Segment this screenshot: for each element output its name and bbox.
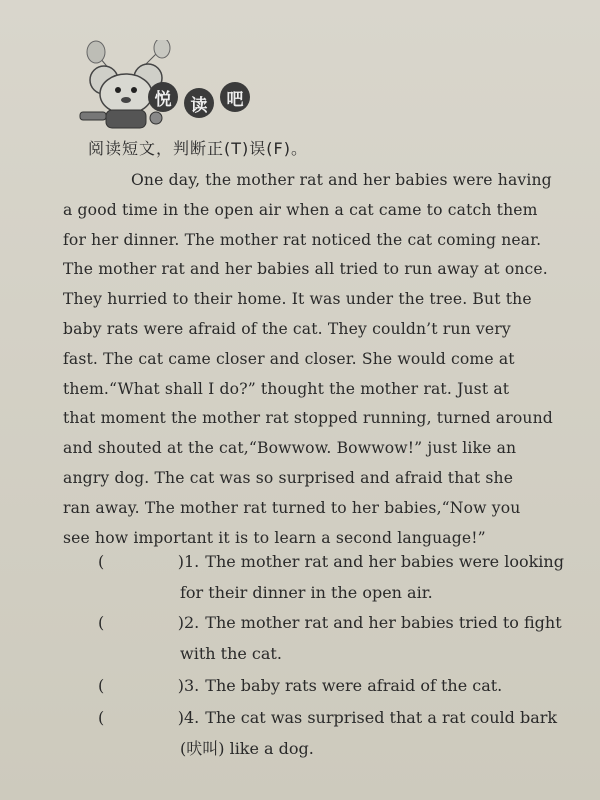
section-header [70,40,300,130]
question-2 [98,607,568,669]
passage-line: that moment the mother rat stopped running, turned around [63,409,553,428]
title-char-2: 读 [184,88,214,118]
passage-line: and shouted at the cat,“Bowwow. Bowwow!” just like an [63,439,517,458]
answer-blank[interactable]: ( ) [98,708,184,727]
instruction-text: 阅读短文，判断正(T)误(F)。 [88,139,308,158]
answer-blank[interactable]: ( ) [98,613,184,632]
question-number: 1. [184,552,200,571]
question-1 [98,546,568,608]
question-text-cont: with the cat. [180,644,282,663]
passage-line: for her dinner. The mother rat noticed the cat coming near. [63,230,542,249]
question-text-cont: for their dinner in the open air. [180,583,433,602]
passage-line: them.“What shall I do?” thought the mother rat. Just at [63,379,510,398]
question-4 [98,702,568,764]
reading-passage [63,166,563,553]
passage-line: ran away. The mother rat turned to her babies,“Now you [63,498,521,517]
title-char-3: 吧 [220,82,250,112]
passage-line: see how important it is to learn a second language!” [63,528,486,547]
passage-line: The mother rat and her babies all tried to run away at once. [63,260,548,279]
question-number: 2. [184,613,200,632]
passage-line: fast. The cat came closer and closer. She would come at [63,349,515,368]
answer-blank[interactable]: ( ) [98,676,184,695]
question-text: The mother rat and her babies were looking [205,552,564,571]
question-text-cont: (吠叫) like a dog. [180,739,314,758]
passage-line: a good time in the open air when a cat came to catch them [63,200,538,219]
section-title [148,82,250,116]
question-number: 4. [184,708,200,727]
question-number: 3. [184,676,200,695]
passage-line: baby rats were afraid of the cat. They couldn’t run very [63,319,511,338]
question-text: The mother rat and her babies tried to fight [205,613,562,632]
question-text: The cat was surprised that a rat could bark [205,708,558,727]
title-char-1: 悦 [148,82,178,112]
passage-line: angry dog. The cat was so surprised and afraid that she [63,468,514,487]
question-text: The baby rats were afraid of the cat. [205,676,503,695]
question-3 [98,670,568,701]
passage-line: They hurried to their home. It was under the tree. But the [63,290,532,309]
answer-blank[interactable]: ( ) [98,552,184,571]
passage-line: One day, the mother rat and her babies were having [131,171,552,189]
